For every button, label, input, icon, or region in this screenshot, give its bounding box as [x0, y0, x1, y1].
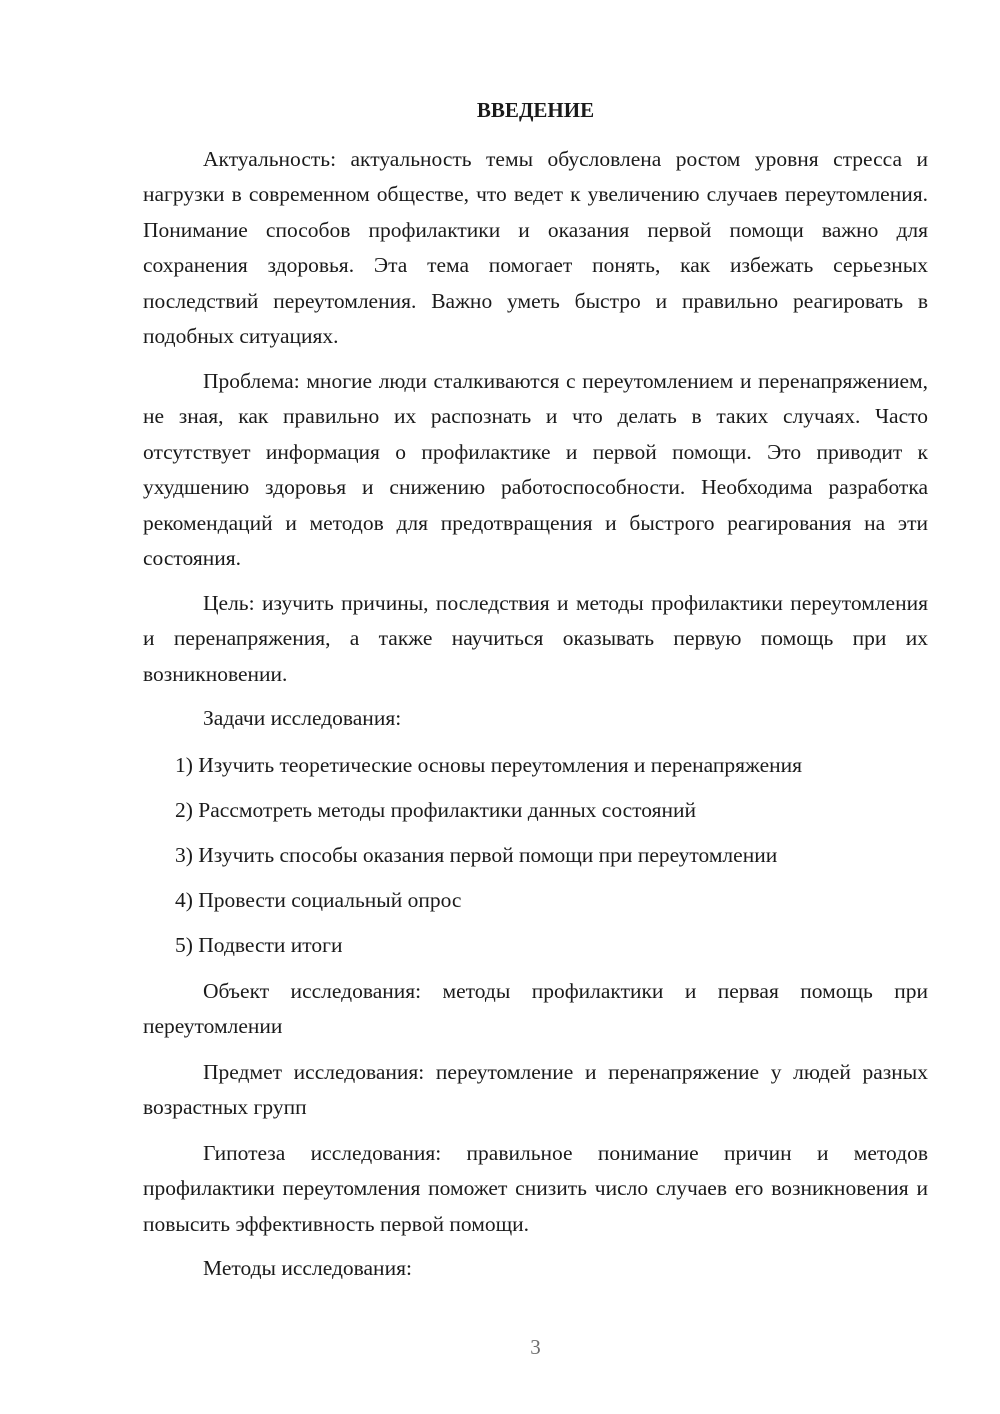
page-title: ВВЕДЕНИЕ: [476, 98, 595, 122]
methods-heading: Методы исследования:: [203, 1256, 412, 1280]
task-item-2: 2) Рассмотреть методы профилактики данных состояний: [175, 798, 697, 822]
tasks-heading: Задачи исследования:: [203, 706, 402, 730]
task-item-1: 1) Изучить теоретические основы переутомления и перенапряжения: [175, 753, 803, 777]
paragraph-problem: Проблема: многие люди сталкиваются с переутомлением и перенапряжением, не зная, как правильно их распознать и что делать в таких случаях. Часто отсутствует информация о профилактике и первой помощи. Это приводит к ухудшению здоровья и снижению работоспособности. Необходима разработка рекомендаций и методов для предотвращения и быстрого реагирования на эти состояния.: [143, 369, 928, 571]
page-number: 3: [530, 1335, 541, 1359]
task-item-3: 3) Изучить способы оказания первой помощи при переутомлении: [175, 843, 778, 867]
paragraph-goal: Цель: изучить причины, последствия и методы профилактики переутомления и перенапряжения, а также научиться оказывать первую помощь при их возникновении.: [143, 591, 928, 686]
task-item-5: 5) Подвести итоги: [175, 933, 343, 957]
paragraph-relevance: Актуальность: актуальность темы обусловлена ростом уровня стресса и нагрузки в современном обществе, что ведет к увеличению случаев переутомления. Понимание способов профилактики и оказания первой помощи важно для сохранения здоровья. Эта тема помогает понять, как избежать серьезных последствий переутомления. Важно уметь быстро и правильно реагировать в подобных ситуациях.: [143, 147, 928, 349]
paragraph-hypothesis: Гипотеза исследования: правильное понимание причин и методов профилактики переутомления поможет снизить число случаев его возникновения и повысить эффективность первой помощи.: [143, 1141, 928, 1236]
paragraph-subject: Предмет исследования: переутомление и перенапряжение у людей разных возрастных групп: [143, 1060, 928, 1120]
paragraph-object: Объект исследования: методы профилактики и первая помощь при переутомлении: [143, 979, 928, 1039]
task-item-4: 4) Провести социальный опрос: [175, 888, 462, 912]
